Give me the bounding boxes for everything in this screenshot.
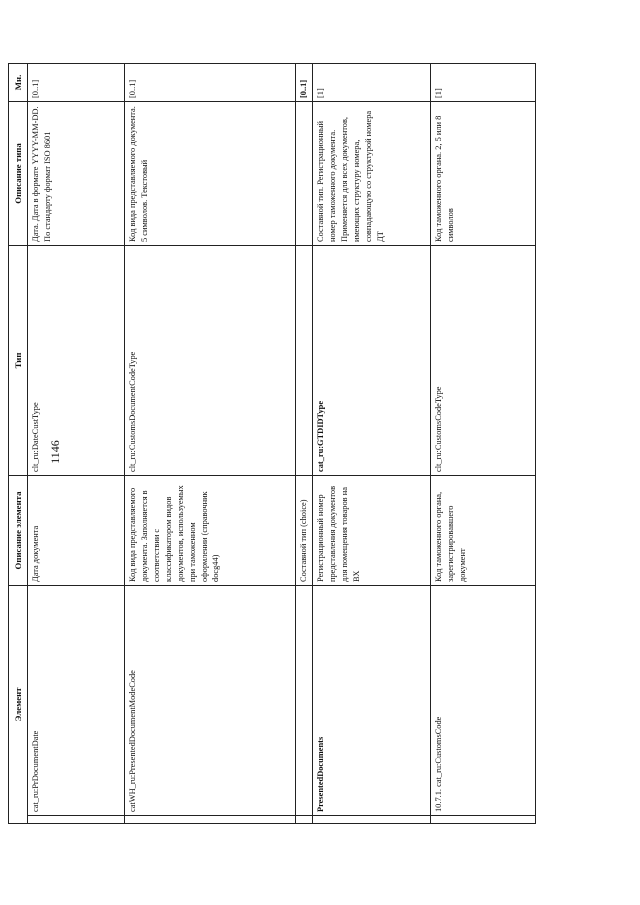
header-mult: Мн. xyxy=(9,63,28,101)
table-row xyxy=(296,63,313,823)
element-name: PresentedDocuments xyxy=(313,585,431,815)
type-name: cat_ru:GTDIDType xyxy=(313,245,431,475)
element-name xyxy=(431,585,536,815)
header-row xyxy=(9,63,28,823)
row-spacer xyxy=(431,816,536,824)
table-row xyxy=(431,63,536,823)
header-element-desc: Описание элемента xyxy=(9,475,28,585)
element-description: Код вида представляемого документа. Заполняется в соответствии с классификатором видов документов, используемых при таможенном оформлении (справочник docg44) xyxy=(125,475,296,585)
type-name xyxy=(296,245,313,475)
element-name: catWH_ru:PresentedDocumentModeCode xyxy=(125,585,296,815)
type-description: Код таможенного органа. 2, 5 или 8 символов xyxy=(431,101,536,245)
multiplicity: [0..1] xyxy=(28,63,125,101)
type-description: Дата. Дата в формате YYYY-MM-DD. По стандарту формат ISO 8601 xyxy=(28,101,125,245)
element-description: Регистрационный номер представления документов для помещения товаров на ВХ xyxy=(313,475,431,585)
rotated-page xyxy=(8,64,612,824)
type-description xyxy=(296,101,313,245)
elements-table xyxy=(8,63,536,824)
header-type: Тип xyxy=(9,245,28,475)
multiplicity: [1] xyxy=(431,63,536,101)
row-number: 10.7.1. xyxy=(434,788,443,812)
type-name: clt_ru:CustomsCodeType xyxy=(431,245,536,475)
row-spacer xyxy=(125,816,296,824)
row-spacer xyxy=(296,816,313,824)
header-element: Элемент xyxy=(9,585,28,823)
element-description: Дата документа xyxy=(28,475,125,585)
row-spacer xyxy=(313,816,431,824)
element-description: Код таможенного органа, зарегистрировавшего документ xyxy=(431,475,536,585)
header-type-desc: Описание типа xyxy=(9,101,28,245)
table-row xyxy=(125,63,296,823)
element-name: cat_ru:PrDocumentDate xyxy=(28,585,125,815)
multiplicity: [1] xyxy=(313,63,431,101)
table-row xyxy=(28,63,125,823)
type-description: Составной тип. Регистрационный номер таможенного документа. Применяется для всех документов, имеющих структуру номера, совпадающую со структурой номера ДТ xyxy=(313,101,431,245)
multiplicity: [0..1] xyxy=(125,63,296,101)
element-description: Составной тип (choice) xyxy=(296,475,313,585)
element-name-text: cat_ru:CustomsCode xyxy=(434,716,443,787)
page-number: 1146 xyxy=(48,440,62,464)
multiplicity: [0..1] xyxy=(296,63,313,101)
type-name: clt_ru:DateCustType xyxy=(28,245,125,475)
type-name: clt_ru:CustomsDocumentCodeType xyxy=(125,245,296,475)
element-name xyxy=(296,585,313,815)
type-description: Код вида представляемого документа. 5 символов. Текстовый xyxy=(125,101,296,245)
row-spacer xyxy=(28,816,125,824)
table-row xyxy=(313,63,431,823)
